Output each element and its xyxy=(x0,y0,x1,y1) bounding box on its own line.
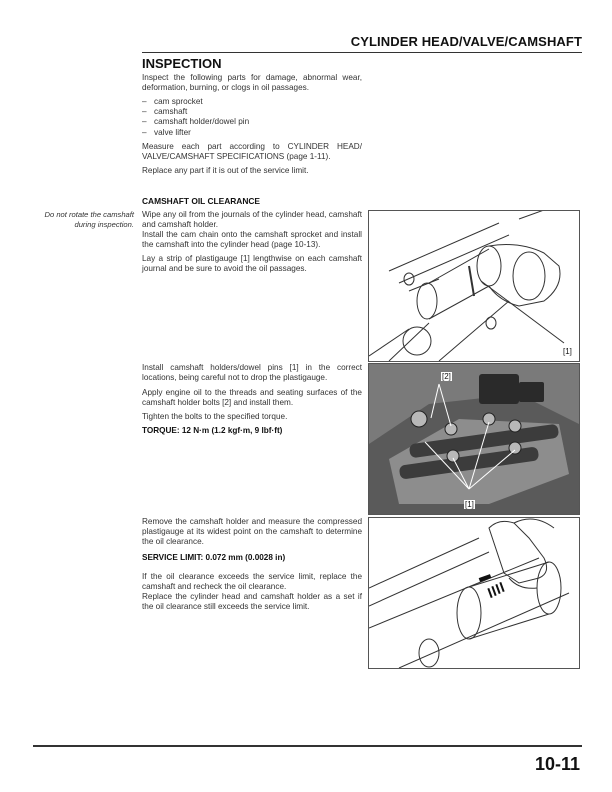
list-item: – valve lifter xyxy=(142,128,362,138)
oil-clearance-step-3: Lay a strip of plastigauge [1] lengthwise on each camshaft journal and be sure to avoid the oil passages. xyxy=(142,254,362,274)
header-rule xyxy=(142,52,582,53)
camshaft-plastigauge-illustration xyxy=(369,211,579,361)
footer-rule xyxy=(33,745,582,747)
figure-measure-plastigauge xyxy=(368,517,580,669)
callout-label-plastigauge: [1] xyxy=(563,347,572,356)
list-item: – camshaft xyxy=(142,107,362,117)
inspection-replace: Replace any part if it is out of the service limit. xyxy=(142,166,309,175)
torque-spec: TORQUE: 12 N·m (1.2 kgf·m, 9 lbf·ft) xyxy=(142,426,283,435)
measuring-plastigauge-illustration xyxy=(369,518,579,668)
figure-plastigauge-on-journal xyxy=(368,210,580,362)
section-title-inspection: INSPECTION xyxy=(142,56,222,71)
figure-camshaft-holders-photo xyxy=(368,363,580,515)
callout-label-holders: [1] xyxy=(465,500,474,509)
oil-clearance-step-1: Wipe any oil from the journals of the cylinder head, camshaft and camshaft holder. xyxy=(142,210,362,230)
callout-label-bolts: [2] xyxy=(442,372,451,381)
page-number: 10-11 xyxy=(534,754,580,774)
cylinder-head-photo xyxy=(369,364,579,514)
oil-clearance-step-6: Tighten the bolts to the specified torque. xyxy=(142,412,288,421)
list-item: – camshaft holder/dowel pin xyxy=(142,117,362,127)
oil-clearance-step-8: If the oil clearance exceeds the service limit, replace the camshaft and recheck the oil clearance. xyxy=(142,572,362,592)
oil-clearance-step-4: Install camshaft holders/dowel pins [1] in the correct locations, being careful not to drop the plastigauge. xyxy=(142,363,362,383)
inspection-parts-list xyxy=(142,97,362,138)
oil-clearance-step-5: Apply engine oil to the threads and seating surfaces of the camshaft holder bolts [2] and install them. xyxy=(142,388,362,408)
inspection-intro: Inspect the following parts for damage, abnormal wear, deformation, burning, or clogs in oil passages. xyxy=(142,73,362,93)
oil-clearance-step-7: Remove the camshaft holder and measure the compressed plastigauge at its widest point on the camshaft to determine the oil clearance. xyxy=(142,517,362,547)
side-caution-note: Do not rotate the camshaft during inspection. xyxy=(44,210,134,229)
section-title-oil-clearance: CAMSHAFT OIL CLEARANCE xyxy=(142,196,261,206)
inspection-measure: Measure each part according to CYLINDER HEAD/ VALVE/CAMSHAFT SPECIFICATIONS (page 1-11). xyxy=(142,142,362,162)
oil-clearance-step-2: Install the cam chain onto the camshaft sprocket and install the camshaft into the cylinder head (page 10-13). xyxy=(142,230,362,250)
oil-clearance-step-9: Replace the cylinder head and camshaft holder as a set if the oil clearance still exceeds the service limit. xyxy=(142,592,362,612)
service-limit-spec: SERVICE LIMIT: 0.072 mm (0.0028 in) xyxy=(142,553,286,562)
chapter-title: CYLINDER HEAD/VALVE/CAMSHAFT xyxy=(350,34,582,49)
list-item: – cam sprocket xyxy=(142,97,362,107)
